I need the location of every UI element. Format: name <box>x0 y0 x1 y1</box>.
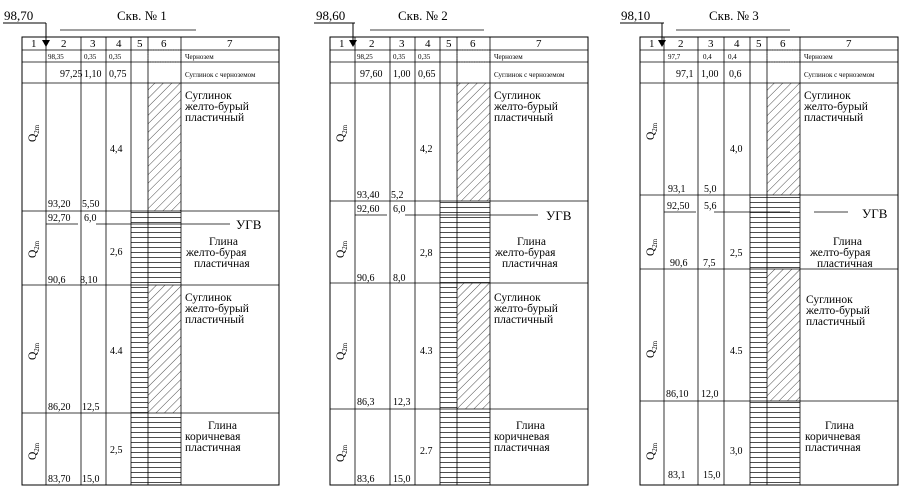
layer-desc-line: пластичный <box>494 314 554 326</box>
geologic-index: $Q_{2m}$ <box>335 444 349 462</box>
layer-desc-line: пластичный <box>185 314 245 326</box>
layer-bottom-elevation: 93,20 <box>48 199 71 210</box>
gwl-depth: 6,0 <box>393 204 406 215</box>
column-header: 2 <box>61 38 67 50</box>
column-header: 1 <box>339 38 345 50</box>
column-header: 3 <box>90 38 96 50</box>
column-headers <box>649 38 852 50</box>
collar-arrow-icon <box>658 23 666 47</box>
layer-desc-line: Глина <box>517 236 546 248</box>
column-header: 3 <box>708 38 714 50</box>
layer-thickness: 4.4 <box>110 346 123 357</box>
layer-desc-line: желто-бурая <box>495 247 556 259</box>
layer-bottom-depth: 7,5 <box>703 258 716 269</box>
loam-elevation: 97,60 <box>360 69 383 80</box>
layer-bottom-elevation: 83,1 <box>668 470 686 481</box>
layer-4 <box>335 409 550 485</box>
borehole-1 <box>3 8 279 485</box>
layer-bottom-elevation: 86,20 <box>48 402 71 413</box>
layer-thickness: 4,0 <box>730 144 743 155</box>
layer-desc-line: пластичный <box>806 316 866 328</box>
layer-desc-line: Суглинок <box>804 90 851 102</box>
column-header: 7 <box>846 38 852 50</box>
gwl-elevation: 92,60 <box>357 204 380 215</box>
layer-desc-line: Глина <box>208 420 237 432</box>
geologic-index: $Q_{2m}$ <box>645 238 659 256</box>
layer-bottom-elevation: 93,1 <box>668 184 686 195</box>
loam-elevation: 97,25 <box>60 69 83 80</box>
layer-desc-line: Суглинок <box>494 292 541 304</box>
loam-thickness: 0,65 <box>418 69 436 80</box>
column-header: 2 <box>369 38 375 50</box>
layer-3 <box>335 283 558 409</box>
column-headers <box>339 38 542 50</box>
collar-elevation: 98,70 <box>4 8 34 23</box>
column-header: 5 <box>756 38 762 50</box>
column-headers <box>31 38 233 50</box>
gwl-depth: 6,0 <box>84 213 97 224</box>
layer-bottom-depth: 15,0 <box>703 470 721 481</box>
layer-thickness: 4.3 <box>420 346 433 357</box>
layer-bottom-elevation: 83,70 <box>48 474 71 485</box>
layer-desc-line: пластичный <box>804 112 864 124</box>
geologic-index: $Q_{2m}$ <box>27 442 41 460</box>
geologic-index: $Q_{2m}$ <box>335 342 349 360</box>
layer-desc-line: Глина <box>209 236 238 248</box>
loam-depth: 1,10 <box>84 69 102 80</box>
layer-thickness: 4,4 <box>110 144 123 155</box>
layer-4 <box>645 401 861 485</box>
column-header: 6 <box>161 38 167 50</box>
geologic-index: $Q_{2m}$ <box>27 240 41 258</box>
layer-desc-line: желто-бурый <box>185 101 249 113</box>
soil-elevation: 98,35 <box>48 53 64 61</box>
column-header: 4 <box>116 38 122 50</box>
layer-1 <box>27 83 249 211</box>
column-header: 6 <box>470 38 476 50</box>
soil-elevation: 98,25 <box>357 53 373 61</box>
layer-desc-line: Глина <box>825 420 854 432</box>
column-header: 7 <box>536 38 542 50</box>
borehole-title: Скв. № 2 <box>398 8 448 23</box>
layer-desc-line: пластичный <box>494 112 554 124</box>
column-header: 2 <box>678 38 684 50</box>
layer-desc-line: пластичная <box>805 442 861 454</box>
layer-bottom-elevation: 86,3 <box>357 397 375 408</box>
geologic-index: $Q_{2m}$ <box>27 124 41 142</box>
layer-desc-line: Суглинок <box>494 90 541 102</box>
layer-bottom-depth: 8,0 <box>393 273 406 284</box>
layer-bottom-elevation: 90,6 <box>357 273 375 284</box>
layer-4 <box>27 413 241 485</box>
soil-depth: 0,35 <box>84 53 97 61</box>
layer-desc-line: Глина <box>516 420 545 432</box>
layer-desc-line: коричневая <box>494 431 550 443</box>
layer-desc-line: желто-бурый <box>494 101 558 113</box>
loam-thickness: 0,6 <box>729 69 742 80</box>
soil-depth: 0,35 <box>393 53 406 61</box>
borehole-3 <box>620 8 898 485</box>
layer-desc-line: Суглинок <box>185 90 232 102</box>
layer-3 <box>27 285 249 413</box>
soil-elevation: 97,7 <box>668 53 681 61</box>
layer-thickness: 2,6 <box>110 247 123 258</box>
layer-bottom-elevation: 93,40 <box>357 190 380 201</box>
layer-desc-line: коричневая <box>185 431 241 443</box>
geologic-index: $Q_{2m}$ <box>335 240 349 258</box>
geologic-index: $Q_{2m}$ <box>645 442 659 460</box>
soil-thickness: 0,4 <box>728 53 737 61</box>
geologic-index: $Q_{2m}$ <box>27 342 41 360</box>
layer-bottom-depth: 15,0 <box>393 474 411 485</box>
layer-bottom-elevation: 90,6 <box>48 275 66 286</box>
layer-thickness: 2,5 <box>730 248 743 259</box>
loam-depth: 1,00 <box>701 69 719 80</box>
layer-bottom-depth: 5,2 <box>391 190 404 201</box>
layer-desc-line: желто-бурый <box>494 303 558 315</box>
layer-bottom-depth: 12,0 <box>701 389 719 400</box>
borehole-title: Скв. № 1 <box>117 8 167 23</box>
soil-name: Чернозем <box>185 53 214 61</box>
layer-bottom-depth: 12,3 <box>393 397 411 408</box>
layer-desc-line: желто-бурая <box>186 247 247 259</box>
soil-name: Чернозем <box>804 53 833 61</box>
collar-elevation: 98,10 <box>621 8 651 23</box>
gwl-label: УГВ <box>546 208 572 223</box>
column-header: 5 <box>446 38 452 50</box>
loam-elevation: 97,1 <box>676 69 694 80</box>
layer-desc-line: пластичный <box>185 112 245 124</box>
layer-1 <box>335 83 558 201</box>
layer-thickness: 4,2 <box>420 144 433 155</box>
layer-bottom-depth: 8,10 <box>80 275 98 286</box>
layer-desc-line: Глина <box>833 236 862 248</box>
gwl-elevation: 92,70 <box>48 213 71 224</box>
loam-thickness: 0,75 <box>109 69 127 80</box>
layer-desc-line: пластичная <box>494 442 550 454</box>
layer-thickness: 2.7 <box>420 446 433 457</box>
geologic-index: $Q_{2m}$ <box>645 340 659 358</box>
column-header: 4 <box>734 38 740 50</box>
layer-thickness: 2,8 <box>420 248 433 259</box>
layer-bottom-depth: 12,5 <box>82 402 100 413</box>
layer-bottom-depth: 15,0 <box>82 474 100 485</box>
layer-desc-line: желто-бурая <box>810 247 871 259</box>
column-header: 4 <box>425 38 431 50</box>
soil-depth: 0,4 <box>703 53 712 61</box>
column-header: 3 <box>399 38 405 50</box>
layer-bottom-elevation: 90,6 <box>670 258 688 269</box>
layer-thickness: 4.5 <box>730 346 743 357</box>
collar-elevation: 98,60 <box>316 8 346 23</box>
layer-1 <box>645 83 868 195</box>
gwl-label: УГВ <box>236 217 262 232</box>
loam-depth: 1,00 <box>393 69 411 80</box>
gwl-elevation: 92,50 <box>667 201 690 212</box>
layer-3 <box>645 269 870 401</box>
soil-thickness: 0,35 <box>418 53 431 61</box>
borehole-2 <box>314 8 588 485</box>
layer-desc-line: пластичная <box>817 258 873 270</box>
gwl-depth: 5,6 <box>704 201 717 212</box>
geologic-index: $Q_{2m}$ <box>335 124 349 142</box>
layer-desc-line: пластичная <box>185 442 241 454</box>
loam-name: Суглинок с черноземом <box>494 71 565 79</box>
layer-desc-line: желто-бурый <box>806 305 870 317</box>
column-header: 5 <box>137 38 143 50</box>
geologic-index: $Q_{2m}$ <box>645 122 659 140</box>
column-header: 1 <box>31 38 37 50</box>
layer-desc-line: желто-бурый <box>185 303 249 315</box>
loam-name: Суглинок с черноземом <box>185 71 256 79</box>
collar-arrow-icon <box>349 23 357 47</box>
layer-desc-line: желто-бурый <box>804 101 868 113</box>
gwl-label: УГВ <box>862 206 888 221</box>
layer-bottom-elevation: 83,6 <box>357 474 375 485</box>
layer-desc-line: коричневая <box>805 431 861 443</box>
layer-thickness: 2,5 <box>110 445 123 456</box>
column-header: 6 <box>780 38 786 50</box>
layer-bottom-depth: 5,50 <box>82 199 100 210</box>
borehole-title: Скв. № 3 <box>709 8 759 23</box>
layer-bottom-depth: 5,0 <box>704 184 717 195</box>
soil-thickness: 0,35 <box>109 53 122 61</box>
column-header: 1 <box>649 38 655 50</box>
layer-thickness: 3,0 <box>730 446 743 457</box>
layer-desc-line: Суглинок <box>806 294 853 306</box>
layer-desc-line: пластичная <box>502 258 558 270</box>
column-header: 7 <box>227 38 233 50</box>
layer-bottom-elevation: 86,10 <box>666 389 689 400</box>
layer-desc-line: пластичная <box>194 258 250 270</box>
loam-name: Суглинок с черноземом <box>804 71 875 79</box>
soil-name: Чернозем <box>494 53 523 61</box>
layer-desc-line: Суглинок <box>185 292 232 304</box>
